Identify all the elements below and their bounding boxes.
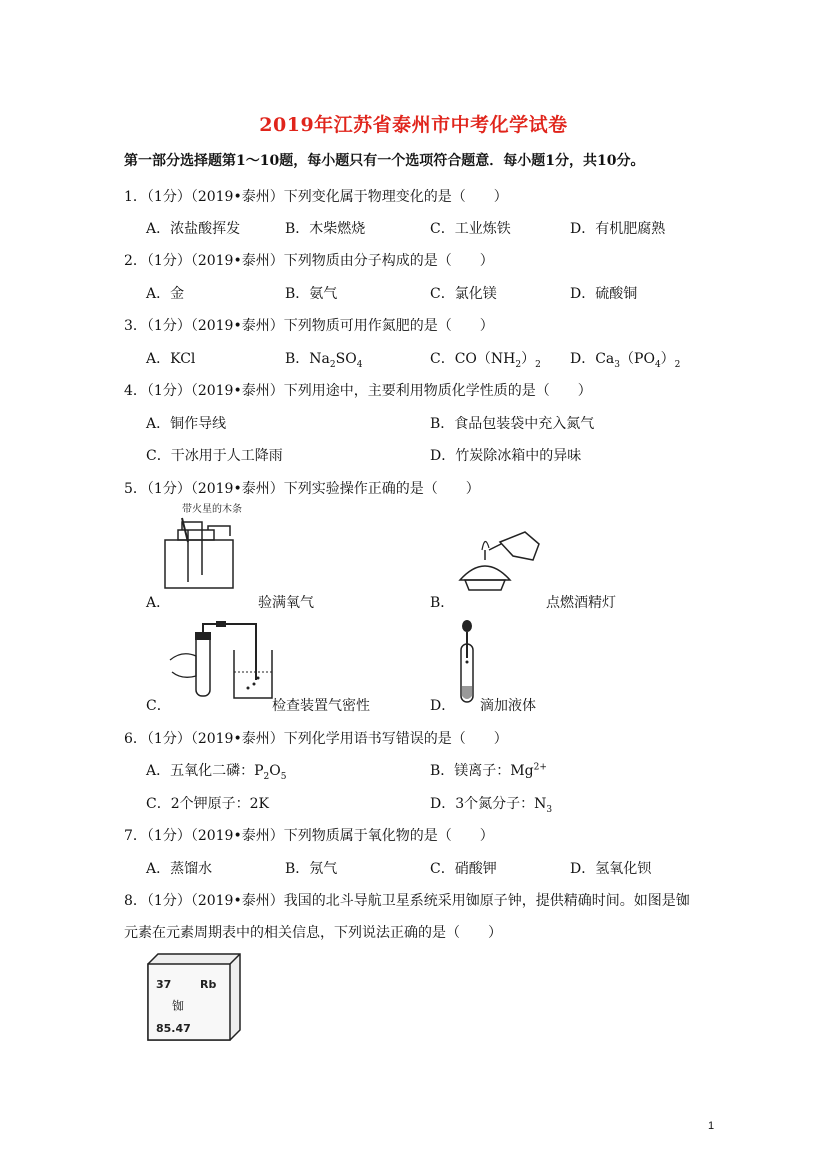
q2-option-b: B．氨气 xyxy=(285,286,338,302)
question-8-stem-line1: 8．（1分）（2019•泰州）我国的北斗导航卫星系统采用铷原子钟，提供精确时间。如图是铷 xyxy=(124,893,690,909)
q7-option-a: A．蒸馏水 xyxy=(146,861,213,877)
figure-d-dropper xyxy=(455,620,480,705)
q6-option-c: C．2个钾原子：2K xyxy=(146,796,269,812)
q3-option-d: D．$Ca_3(PO_4)_2$ xyxy=(570,351,681,370)
section-heading: 第一部分选择题第1～10题，每小题只有一个选项符合题意．每小题1分，共10分。 xyxy=(124,153,645,169)
q6-option-d: D．3个氮分子：$N_3$ xyxy=(430,796,553,815)
q7-option-d: D．氢氧化钡 xyxy=(570,861,652,877)
q7-option-c: C．硝酸钾 xyxy=(430,861,497,877)
figure-b-alcohol-lamp xyxy=(455,522,545,597)
question-3-stem: 3．（1分）（2019•泰州）下列物质可用作氮肥的是（ ） xyxy=(124,318,494,334)
question-2-stem: 2．（1分）（2019•泰州）下列物质由分子构成的是（ ） xyxy=(124,253,494,269)
q3-option-a: A．KCl xyxy=(146,351,196,367)
q5-option-a-letter: A． xyxy=(146,595,171,611)
q1-option-c: C．工业炼铁 xyxy=(430,221,511,237)
q4-option-c: C．干冰用于人工降雨 xyxy=(146,448,283,464)
q2-option-a: A．金 xyxy=(146,286,185,302)
page-title: 2019年江苏省泰州市中考化学试卷 xyxy=(259,114,568,136)
page-number: 1 xyxy=(708,1120,715,1132)
question-4-stem: 4．（1分）（2019•泰州）下列用途中，主要利用物质化学性质的是（ ） xyxy=(124,383,592,399)
element-mass: 85.47 xyxy=(156,1022,191,1035)
element-symbol: Rb xyxy=(200,978,217,991)
q3-option-c: C．$CO(NH_2)_2$ xyxy=(430,351,541,370)
question-6-stem: 6．（1分）（2019•泰州）下列化学用语书写错误的是（ ） xyxy=(124,731,508,747)
q5-option-c-letter: C． xyxy=(146,698,171,714)
q6-option-a: A．五氧化二磷：$P_2O_5$ xyxy=(146,763,287,782)
q7-option-b: B．氖气 xyxy=(285,861,338,877)
q5-option-b-text: 点燃酒精灯 xyxy=(546,595,616,611)
question-1-stem: 1．（1分）（2019•泰州）下列变化属于物理变化的是（ ） xyxy=(124,189,508,205)
figure-a-label: 带火星的木条 xyxy=(182,504,242,515)
q4-option-d: D．竹炭除冰箱中的异味 xyxy=(430,448,582,464)
figure-a-oxygen-test xyxy=(160,500,250,595)
q5-option-b-letter: B． xyxy=(430,595,455,611)
q1-option-d: D．有机肥腐熟 xyxy=(570,221,666,237)
q6-option-b: B．镁离子：$Mg^{2+}$ xyxy=(430,762,547,779)
question-8-stem-line2: 元素在元素周期表中的相关信息，下列说法正确的是（ ） xyxy=(124,925,502,941)
q5-option-d-letter: D． xyxy=(430,698,456,714)
q3-option-b: B．$Na_2SO_4$ xyxy=(285,351,363,370)
element-number: 37 xyxy=(156,978,172,991)
element-name: 铷 xyxy=(172,999,185,1013)
q1-option-b: B．木柴燃烧 xyxy=(285,221,366,237)
question-5-stem: 5．（1分）（2019•泰州）下列实验操作正确的是（ ） xyxy=(124,481,480,497)
q4-option-a: A．铜作导线 xyxy=(146,416,227,432)
q2-option-c: C．氯化镁 xyxy=(430,286,497,302)
q4-option-b: B．食品包装袋中充入氮气 xyxy=(430,416,595,432)
q5-option-c-text: 检查装置气密性 xyxy=(272,698,370,714)
question-7-stem: 7．（1分）（2019•泰州）下列物质属于氧化物的是（ ） xyxy=(124,828,494,844)
q1-option-a: A．浓盐酸挥发 xyxy=(146,221,241,237)
q2-option-d: D．硫酸铜 xyxy=(570,286,638,302)
figure-c-airtightness xyxy=(168,620,273,702)
q5-option-a-text: 验满氧气 xyxy=(258,595,314,611)
element-tile-rubidium xyxy=(144,950,244,1045)
q5-option-d-text: 滴加液体 xyxy=(480,698,536,714)
